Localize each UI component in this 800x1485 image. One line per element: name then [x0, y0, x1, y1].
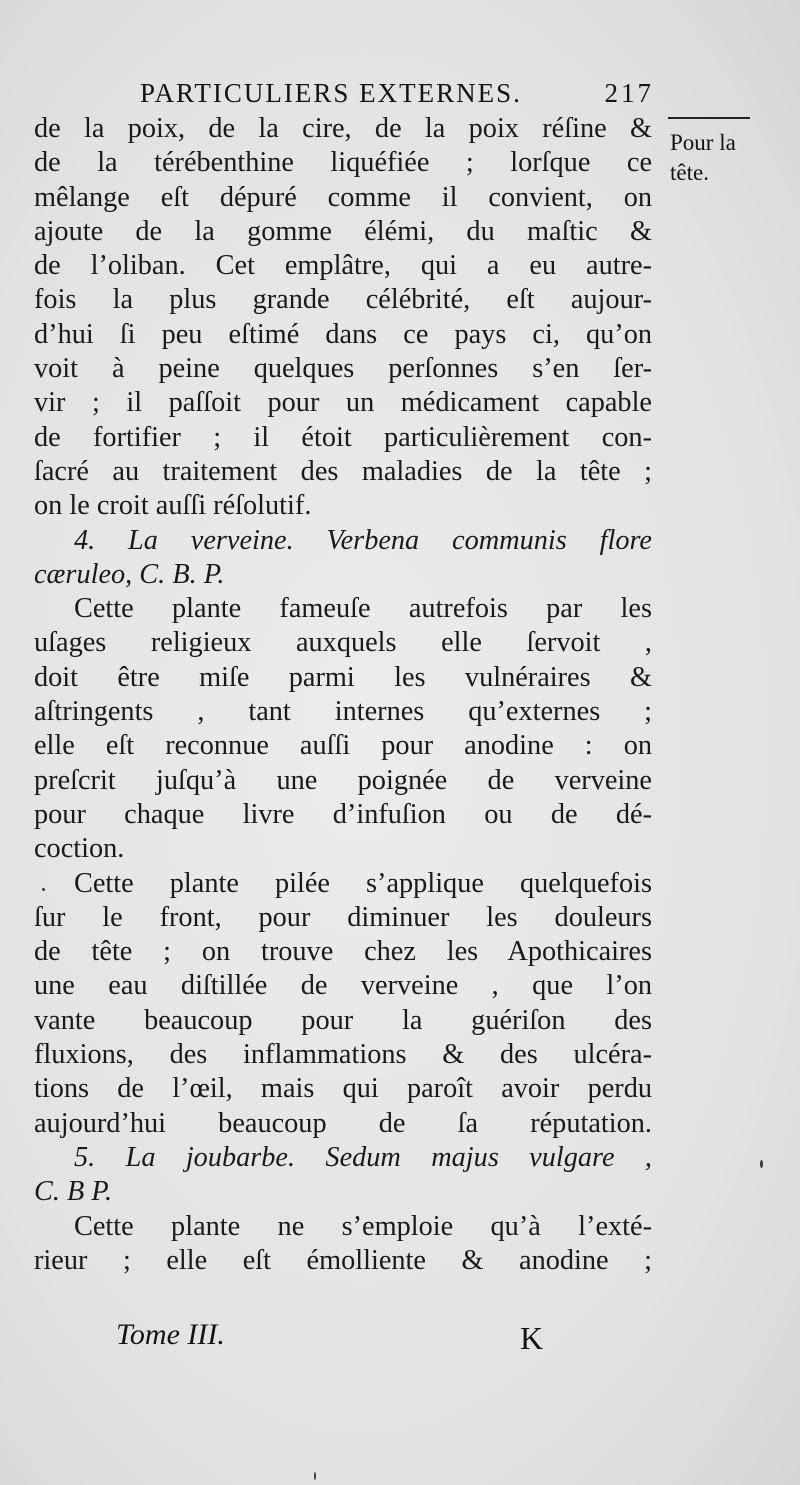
text-line: aujourd’hui beaucoup de ſa réputation.	[34, 1107, 652, 1139]
text-line: coction.	[34, 833, 125, 865]
text-line: de la térébenthine liquéfiée ; lorſque ce	[34, 147, 652, 179]
text-line: voit à peine quelques perſonnes s’en ſer-	[34, 353, 652, 385]
text-line: pour chaque livre d’infuſion ou de dé-	[34, 798, 652, 830]
text-line: de la poix, de la cire, de la poix réſine &	[34, 113, 652, 144]
text-line: preſcrit juſqu’à une poignée de verveine	[34, 764, 652, 796]
text-line: fluxions, des inflammations & des ulcéra-	[34, 1039, 652, 1071]
text-line: elle eſt reconnue auſſi pour anodine : on	[34, 730, 652, 762]
text-line: d’hui ſi peu eſtimé dans ce pays ci, qu’on	[34, 318, 652, 350]
text-line: doit être miſe parmi les vulnéraires &	[34, 661, 652, 693]
text-line: vir ; il paſſoit pour un médicament capable	[34, 387, 652, 419]
text-line: aſtringents , tant internes qu’externes ;	[34, 696, 652, 728]
text-line: Cette plante fameuſe autrefois par les	[74, 593, 652, 625]
running-title: PARTICULIERS EXTERNES.	[140, 78, 522, 108]
text-line: ſur le front, pour diminuer les douleurs	[34, 901, 652, 933]
page-number: 217	[604, 78, 654, 108]
margin-note-line: tête.	[670, 160, 709, 185]
text-line: tions de l’œil, mais qui paroît avoir perdu	[34, 1073, 652, 1105]
text-line-heading: 4. La verveine. Verbena communis flore	[74, 524, 652, 556]
text-line-heading: cæruleo, C. B. P.	[34, 558, 225, 590]
text-line: Cette plante pilée s’applique quelquefois	[74, 867, 652, 899]
text-line: on le croit auſſi réſolutif.	[34, 490, 312, 522]
text-line: mêlange eſt dépuré comme il convient, on	[34, 181, 652, 213]
gathering-mark: K	[520, 1320, 544, 1356]
text-line: uſages religieux auxquels elle ſervoit ,	[34, 627, 652, 659]
text-line: Cette plante ne s’emploie qu’à l’exté-	[74, 1210, 652, 1242]
text-line: de tête ; on trouve chez les Apothicaires	[34, 936, 652, 968]
body-text	[34, 112, 652, 1278]
margin-note-line: Pour la	[670, 130, 736, 155]
text-line: rieur ; elle eſt émolliente & anodine ;	[34, 1244, 652, 1276]
signature-line	[116, 1318, 556, 1358]
text-line-heading: C. B P.	[34, 1176, 113, 1208]
text-line-heading: 5. La joubarbe. Sedum majus vulgare ,	[74, 1141, 652, 1173]
text-line: de fortifier ; il étoit particulièrement con-	[34, 421, 652, 453]
ink-speck	[42, 888, 45, 891]
text-line: une eau diſtillée de verveine , que l’on	[34, 970, 652, 1002]
text-line: fois la plus grande célébrité, eſt aujour-	[34, 284, 652, 316]
ink-speck	[760, 1160, 763, 1168]
text-line: ajoute de la gomme élémi, du maſtic &	[34, 215, 652, 247]
text-line: ſacré au traitement des maladies de la tête ;	[34, 455, 652, 487]
text-line: vante beaucoup pour la guériſon des	[34, 1004, 652, 1036]
text-line: de l’oliban. Cet emplâtre, qui a eu autre-	[34, 250, 652, 282]
margin-note	[670, 128, 770, 188]
volume-label: Tome III.	[116, 1318, 225, 1351]
ink-speck	[314, 1472, 316, 1480]
margin-rule	[668, 117, 750, 119]
